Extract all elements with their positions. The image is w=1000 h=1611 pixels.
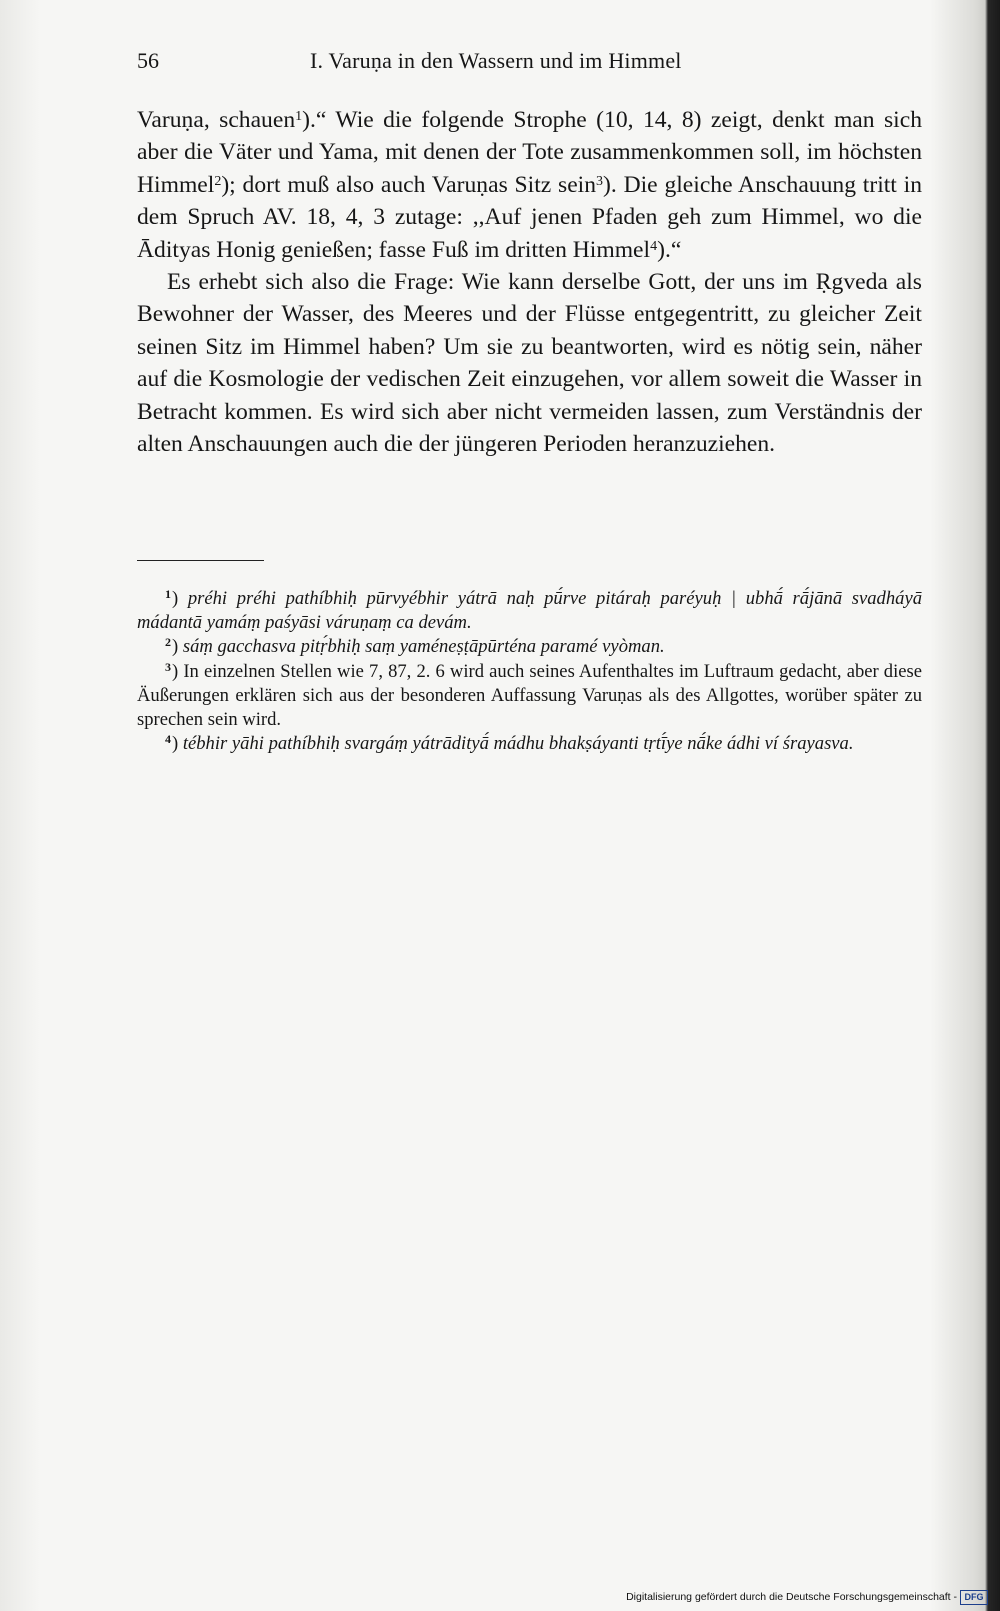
- footnote-1: $^1$) préhi préhi pathíbhiḥ pūrvyébhir yátrā naḥ pū́rve pitáraḥ paréyuḥ | ubhā́ rā́jānā svadháyā mádantā yamáṃ paśyāsi váruṇaṃ ca devám.: [137, 587, 922, 634]
- digitization-footer: [626, 1587, 988, 1607]
- footnote-separator: [137, 560, 264, 561]
- footnote-3-text: In einzelnen Stellen wie 7, 87, 2. 6 wird auch seines Aufenthaltes im Luftraum gedacht, aber diese Äußerungen erklären sich aus der besonderen Auffassung Varuṇas als des Allgottes, worüber später zu sprechen sein wird.: [137, 660, 923, 731]
- footnote-2-number: 2: [165, 635, 171, 650]
- main-text: [137, 104, 922, 460]
- footnote-4-text: tébhir yāhi pathíbhiḥ svargáṃ yátrādityā́ mádhu bhakṣáyanti tṛtī́ye nā́ke ádhi ví śrayasva.: [182, 733, 854, 755]
- footnote-ref-1: 1: [295, 109, 303, 124]
- footnote-1-text: préhi préhi pathíbhiḥ pūrvyébhir yátrā naḥ pū́rve pitáraḥ paréyuḥ | ubhā́ rā́jānā svadháyā mádantā yamáṃ paśyāsi váruṇaṃ ca devám.: [137, 588, 922, 634]
- page-number: 56: [137, 48, 159, 73]
- footnote-4: $^4$) tébhir yāhi pathíbhiḥ svargáṃ yátrādityā́ mádhu bhakṣáyanti tṛtī́ye nā́ke ádhi ví śrayasva.: [165, 732, 854, 755]
- footnote-2: $^2$) sáṃ gacchasva pitṛ́bhiḥ saṃ yaméneṣṭāpūrténa paramé vyòman.: [165, 635, 665, 658]
- paragraph-1-part-a: Varuṇa, schauen: [137, 107, 296, 133]
- page-header: [137, 48, 925, 84]
- footnote-ref-2: 2: [214, 173, 222, 189]
- paragraph-1-part-b: ).“ Wie die folgende Strophe (10, 14, 8) zeigt, denkt man sich aber die Väter und Yama, mit denen der Tote zusammenkommen soll, im höchsten Himmel: [137, 107, 923, 198]
- footnotes: [137, 587, 922, 756]
- paragraph-1-part-c: ); dort muß also auch Varuṇas Sitz sein: [221, 171, 597, 198]
- footer-text: Digitalisierung gefördert durch die Deutsche Forschungsgemeinschaft -: [626, 1591, 957, 1603]
- footnote-3-number: 3: [165, 659, 171, 674]
- paragraph-1-part-e: ).“: [657, 236, 682, 263]
- footnote-4-number: 4: [165, 732, 171, 747]
- paragraph-1-part-d: ). Die gleiche Anschauung tritt in dem Spruch AV. 18, 4, 3 zutage: ,,Auf jenen Pfaden geh zum Himmel, wo die Ādityas Honig genießen; fasse Fuß im dritten Himmel: [137, 171, 922, 263]
- footnote-2-text: sáṃ gacchasva pitṛ́bhiḥ saṃ yaméneṣṭāpūrténa paramé vyòman.: [182, 636, 665, 658]
- footnote-ref-4: 4: [650, 238, 658, 254]
- paragraph-1: [137, 104, 922, 266]
- footnote-ref-3: 3: [596, 173, 604, 189]
- running-title: I. Varuṇa in den Wassern und im Himmel: [310, 48, 682, 73]
- footnote-3: $^3$) In einzelnen Stellen wie 7, 87, 2. 6 wird auch seines Aufenthaltes im Luftraum gedacht, aber diese Äußerungen erklären sich aus der besonderen Auffassung Varuṇas als des Allgottes, worüber später zu sprechen sein wird.: [137, 659, 923, 731]
- dfg-logo-icon: DFG: [960, 1590, 988, 1605]
- footnote-1-number: 1: [165, 587, 171, 601]
- paragraph-2: Es erhebt sich also die Frage: Wie kann derselbe Gott, der uns im Ṛgveda als Bewohner der Wasser, des Meeres und der Flüsse entgegentritt, zu gleicher Zeit seinen Sitz im Himmel haben? Um sie zu beantworten, wird es nötig sein, näher auf die Kosmologie der vedischen Zeit einzugehen, vor allem soweit die Wasser in Betracht kommen. Es wird sich aber nicht vermeiden lassen, zum Verständnis der alten Anschauungen auch die der jüngeren Perioden heranzuziehen.: [137, 269, 922, 458]
